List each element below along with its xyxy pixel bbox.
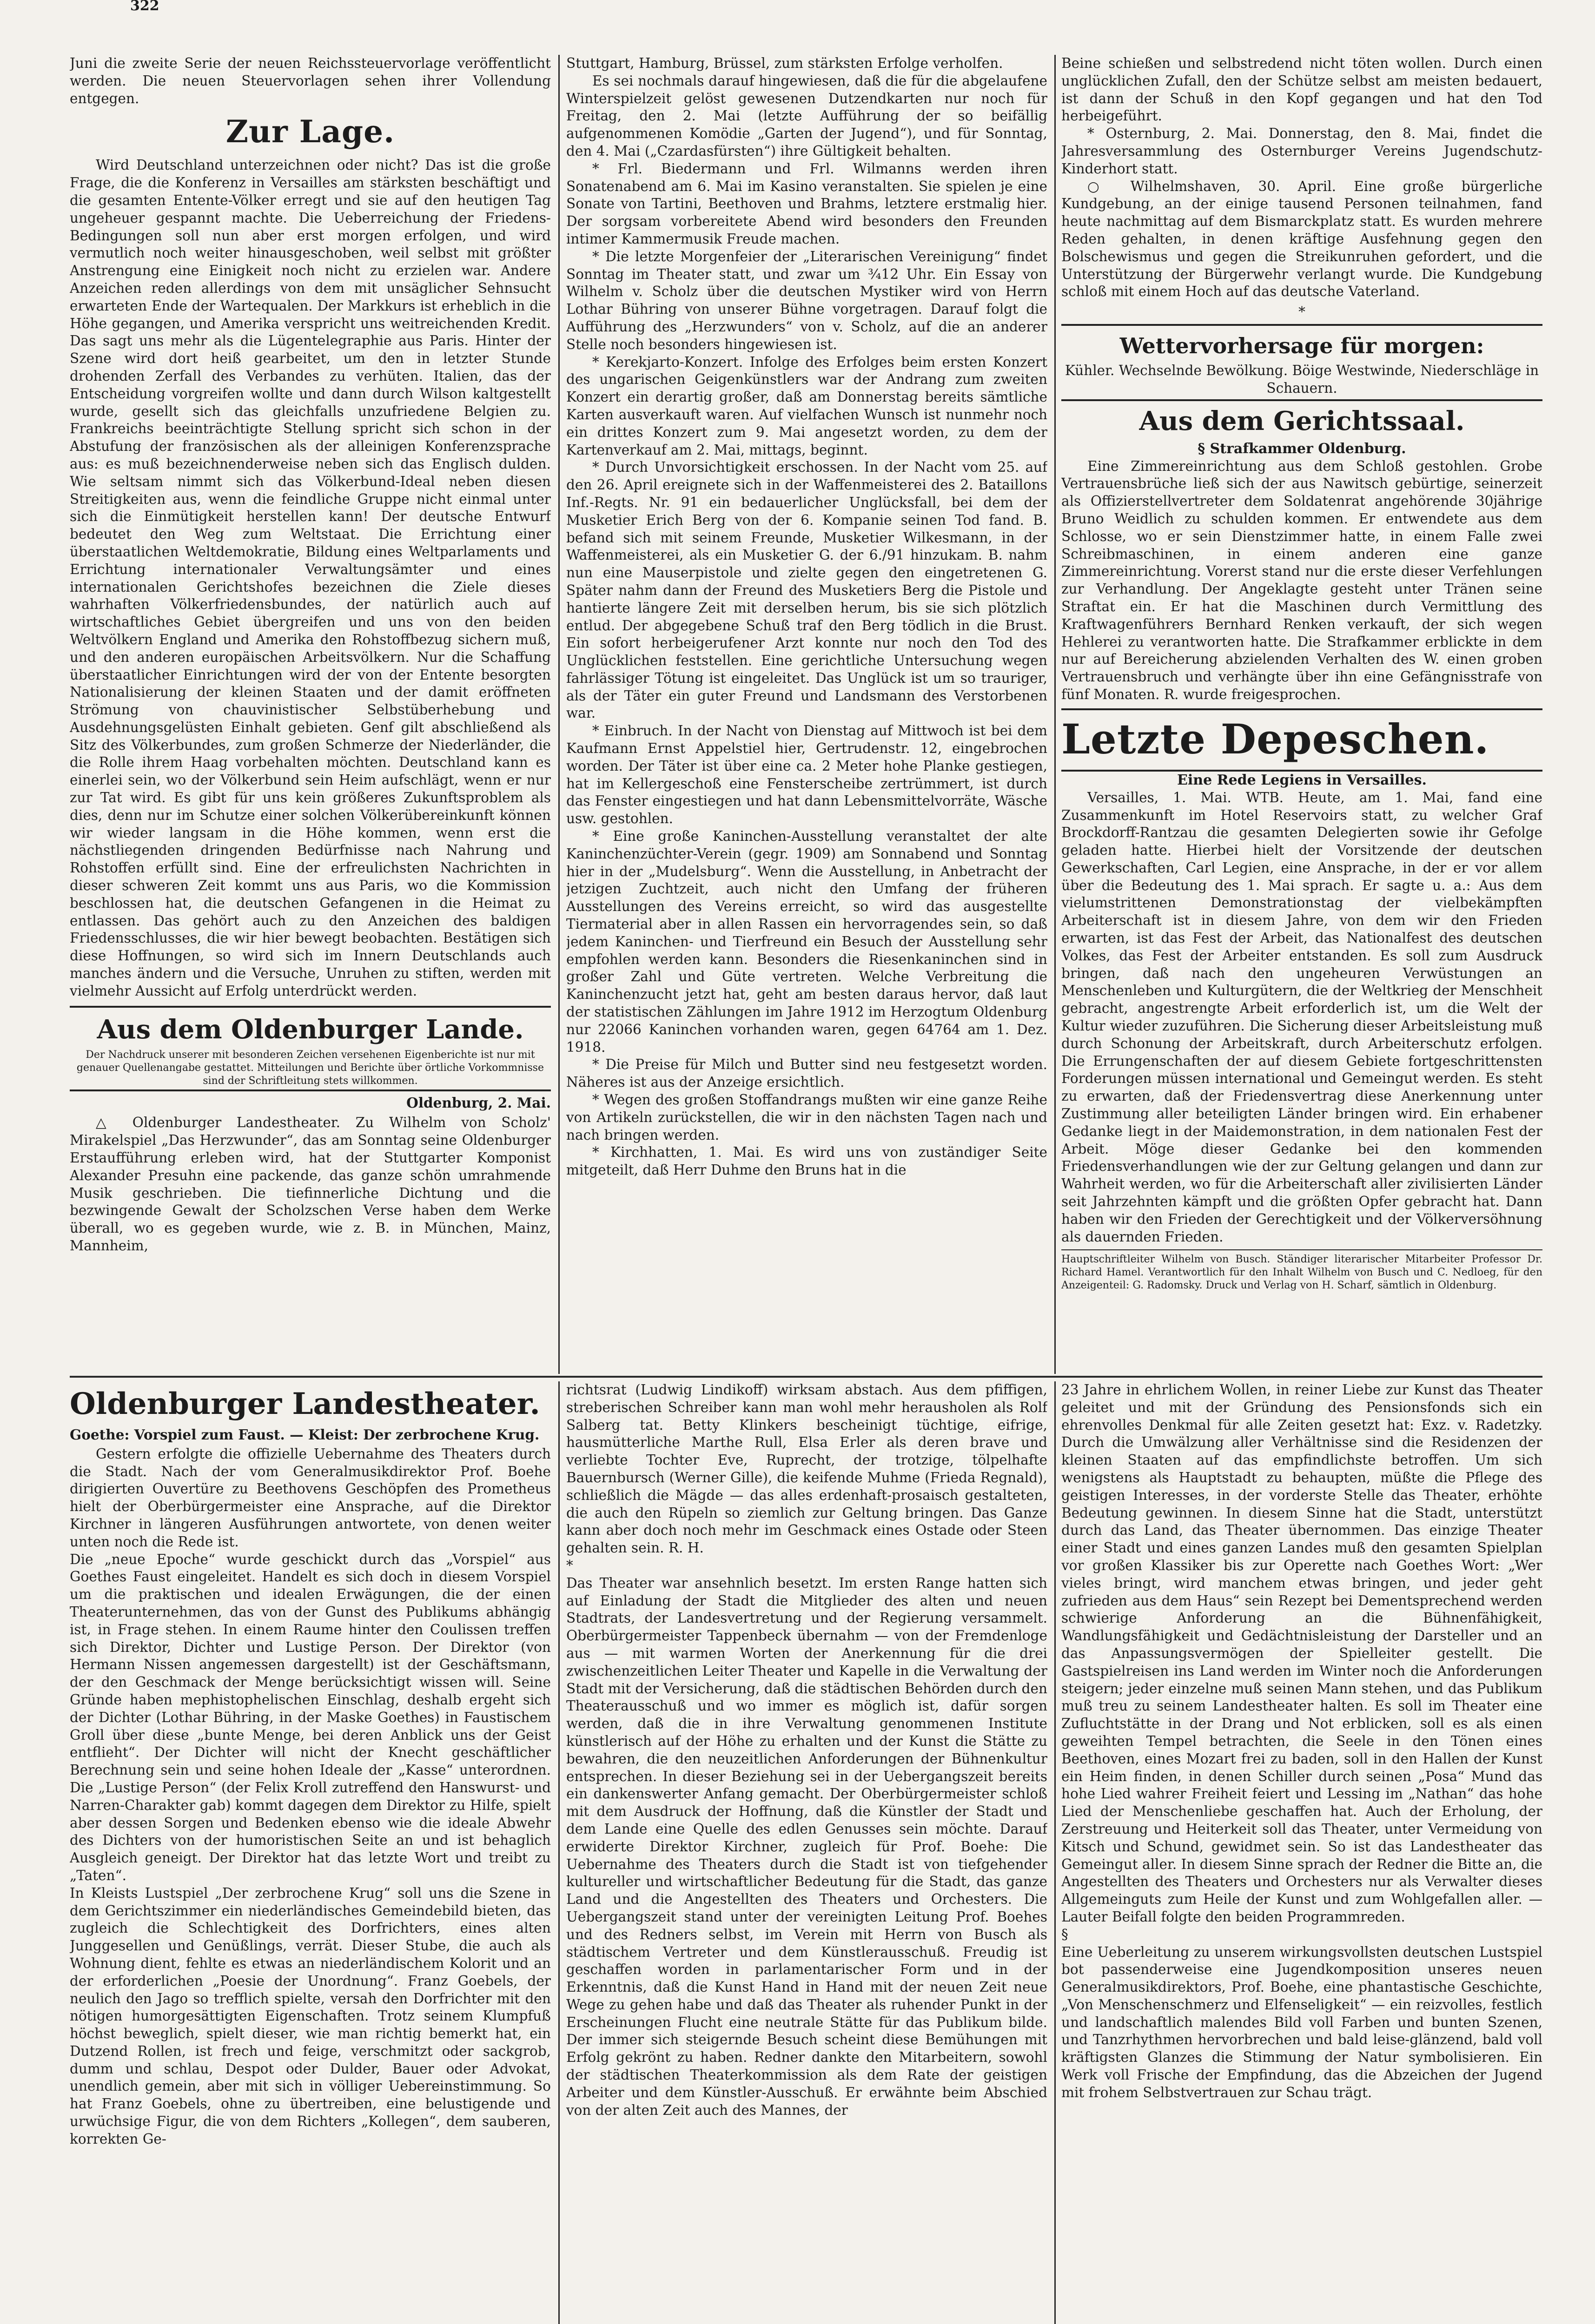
review-text-part2: richtsrat (Ludwig Lindikoff) wirksam abstach. Aus dem pfiffigen, streberischen Schreiber kann man wohl mehr herausholen als Rolf Salberg tat. Betty Klinkers bescheinigt tüchtige, eifrige, hausmütterliche Marthe Rull, Elsa Erler als deren brave und verliebte Tochter Eve, Ruprecht, der trotzige, tölpelhafte Bauernbursch (Werner Gille), die keifende Muhme (Frieda Regnald), schließlich die Mägde — das alles erdenhaft-prosaisch gestalteten, die auch den Rüpeln so ziemlich zur Geltung bringen. Das Ganze kann aber doch noch mehr im Geschmack eines Ostade oder Steen gehalten sein. R. H. * Das Theater war ansehnlich besetzt. Im ersten Range hatten sich auf Einladung der Stadt die Mitglieder des alten und neuen Stadtrats, der Landesvertretung und der Regierung versammelt. Oberbürgermeister Tappenbeck übernahm — von der Fremdenloge aus — mit warmen Worten der Anerkennung für die drei zwischenzeitlichen Leiter Theater und Kapelle in die Verwaltung der Stadt mit der Versicherung, daß die städtischen Behörden durch den Theaterausschuß und wo immer es möglich ist, dafür sorgen werden, daß die in ihre Verwaltung genommenen Institute künstlerisch auf der Höhe zu erhalten und der Kunst die Stätte zu bewahren, die den neuzeitlichen Anforderungen der Bühnenkultur entsprechen. In dieser Beziehung sei in der Uebergangszeit bereits ein dankenswerter Anfang gemacht. Der Oberbürgermeister schloß mit dem Ausdruck der Hoffnung, daß die Künstler der Stadt und dem Lande eine Quelle des edlen Genusses sein möchte. Darauf erwiderte Direktor Kirchner, zugleich für Prof. Boehe: Die Uebernahme des Theaters durch die Stadt ist von tiefgehender kultureller und wirtschaftlicher Bedeutung für die Stadt, das ganze Land und die Angestellten des Theaters und Orchesters. Die Uebergangszeit stand unter der vereinigten Leitung Prof. Boehes und des Redners selbst, im Verein mit Herrn von Busch als städtischem Vertreter und dem Künstlerausschuß. Freudig ist geschaffen worden in parlamentarischer Form und in der Erkenntnis, daß die Kunst Hand in Hand mit der neuen Zeit neue Wege zu gehen habe und daß das Theater als ruhender Punkt in der Erscheinungen Flucht eine neutrale Stätte für das Publikum bilde. Der immer sich steigernde Besuch scheint diese Bemühungen mit Erfolg gekrönt zu haben. Redner dankte den Mitarbeitern, sowohl der städtischen Theaterkommission als dem Rate der geistigen Arbeiter und dem Künstler-Ausschuß. Er erwähnte beim Abschied von der alten Zeit auch des Mannes, der [566, 1382, 1047, 2118]
review-text-part3: 23 Jahre in ehrlichem Wollen, in reiner Liebe zur Kunst das Theater geleitet und mit der Gründung des Pensionsfonds sich ein ehrenvolles Denkmal für alle Zeiten gesetzt hat: Exz. v. Radetzky. Durch die Umwälzung aller Verhältnisse sind die Residenzen der kleinen Staaten auf das empfindlichste betroffen. Um sich wenigstens als Hauptstadt zu behaupten, müßte die Pflege des geistigen Interesses, in der vorderste Stelle das Theater, erhöhte Bedeutung gewinnen. In diesem Sinne hat die Stadt, unterstützt durch das Land, das Theater übernommen. Das einzige Theater einer Stadt und eines ganzen Landes muß den gesamten Spielplan vor großen Klassiker bis zur Operette nach Goethes Wort: „Wer vieles bringt, wird manchem etwas bringen, und jeder geht zufrieden aus dem Haus“ sein Rezept bei Dementsprechend werden schwierige Anforderung an die Bühnenfähigkeit, Wandlungsfähigkeit und Gedächtnisleistung der Darsteller und an das Anpassungsvermögen der Spielleiter gestellt. Die Gastspielreisen ins Land werden im Winter noch die Anforderungen steigern; jeder einzelne muß seinen Mann stehen, und das Publikum muß treu zu seinem Landestheater halten. Es soll im Theater eine Zufluchtstätte in der Drang und Not erblicken, soll es als einen geweihten Tempel betrachten, die Seele in den Tönen eines Beethoven, eines Mozart frei zu baden, soll in den Hallen der Kunst ein Heim finden, in denen Schiller durch seinen „Posa“ Mund das hohe Lied wahrer Freiheit feiert und Lessing im „Nathan“ das hohe Lied der Menschenliebe geschaffen hat. Auch der Erholung, der Zerstreuung und Heiterkeit soll das Theater, unter Vermeidung von Kitsch und Schund, gewidmet sein. So ist das Landestheater das Gemeingut aller. In diesem Sinne sprach der Redner die Bitte an, die Angestellten des Theaters und Orchesters nur als Verwalter dieses Allgemeinguts zum Heile der Kunst und zum Wohlgefallen aller. — Lauter Beifall folgte den beiden Programmreden. § Eine Ueberleitung zu unserem wirkungsvollsten deutschen Lustspiel bot passenderweise eine Jugendkomposition unseres neuen Generalmusikdirektors, Prof. Boehe, eine phantastische Geschichte, „Von Menschenschmerz und Elfenseligkeit“ — ein reizvolles, festlich und landschaftlich malendes Bild voll Farben und bunten Szenen, und Tanzrhythmen hervorbrechen und bald leise-glänzend, bald voll kräftigsten Glanzes die Stimmung der Natur symbolisieren. Ein Werk voll Frische der Empfindung, das die Abzeichen der Jugend mit frohem Selbstvertrauen zur Schau trägt. [1061, 1382, 1542, 2100]
col2-unvorsichtigkeit: * Durch Unvorsichtigkeit erschossen. In der Nacht vom 25. auf den 26. April ereignete sich in der Waffenmeisterei des 2. Bataillons Inf.-Regts. Nr. 91 ein bedauerlicher Unglücksfall, bei dem der Musketier Erich Berg von der 6. Kompanie seinen Tod fand. B. befand sich mit seinem Freunde, Musketier Wilkesmann, in der Waffenmeisterei, als ein Musketier G. der 6./91 hinzukam. B. nahm nun eine Mauserpistole und zielte gegen den eingetretenen G. Später nahm dann der Freund des Musketiers Berg die Pistole und hantierte längere Zeit mit derselben herum, bis sie sich plötzlich entlud. Der abgegebene Schuß traf den Berg tödlich in die Brust. Ein sofort herbeigerufener Arzt konnte nur noch den Tod des Unglücklichen feststellen. Eine gerichtliche Untersuchung wegen fahrlässiger Tötung ist eingeleitet. Das Unglück ist um so trauriger, als der Täter ein guter Freund und Landsmann des Verstorbenen war. [566, 459, 1047, 721]
col3-wilhelmshaven: ○ Wilhelmshaven, 30. April. Eine große bürgerliche Kundgebung, an der einige tausend Personen teilnahmen, fand heute nachmittag auf dem Bismarckplatz statt. Es wurden mehrere Reden gehalten, in denen kräftige Ausfehnung gegen den Bolschewismus und gegen die Streikunruhen gefordert, und die Unterstützung der Bürgerwehr verlangt wurde. Die Kundgebung schloß mit einem Hoch auf das deutsche Vaterland. [1061, 178, 1542, 300]
lower-column-3 [1061, 1381, 1542, 2324]
lower-column-rule-1 [558, 1381, 560, 2324]
column-rule-2 [1054, 55, 1056, 1374]
intro-text: Juni die zweite Serie der neuen Reichssteuervorlage veröffentlicht werden. Die neuen Steuervorlagen sehen ihrer Vollendung entgegen. [70, 55, 551, 106]
column-2 [566, 55, 1047, 1374]
column-1 [70, 55, 551, 1374]
heading-letzte-depeschen: Letzte Depeschen. [1061, 714, 1489, 763]
column-rule-1 [558, 55, 560, 1374]
section-banner-depeschen [1061, 708, 1542, 772]
separator-star: * [1298, 304, 1305, 320]
lower-column-2 [566, 1381, 1047, 2324]
article-legien-versailles: Versailles, 1. Mai. WTB. Heute, am 1. Mai, fand eine Zusammenkunft im Hotel Reservoirs statt, zu welcher Graf Brockdorff-Rantzau die gesamten Delegierten sowie ihr Gefolge geladen hatte. Hierbei hielt der Vorsitzende der deutschen Gewerkschaften, Carl Legien, eine Ansprache, in der er vor allem über die Bedeutung des 1. Mai sprach. Er sagte u. a.: Aus dem vielumstrittenen Demonstrationstag der vielbekämpften Arbeiterschaft ist in diesem Jahre, von dem wir den Frieden erwarten, ist das Fest der Arbeit, das Nationalfest des deutschen Volkes, das Fest der Arbeiter entstanden. Es soll zum Ausdruck bringen, daß nach den ungeheuren Verwüstungen an Menschenleben und Kulturgütern, die der Weltkrieg der Menschheit gebracht, angestrengte Arbeit erforderlich ist, um die Welt der Kultur wieder zuzuführen. Die Sicherung dieser Arbeitsleistung muß durch Schonung der Arbeitskraft, durch Arbeiterschutz erfolgen. Die Errungenschaften der auf diesem Gebiete fortgeschrittensten Forderungen müssen international und Gemeingut werden. Es steht zu erwarten, daß der Friedensvertrag diese Anerkennung unter Zustimmung aller beteiligten Länder bringen wird. Ein erhabener Gedanke liegt in der Maidemonstration, in dem nationalen Fest der Arbeit. Möge dieser Gedanke bei den kommenden Friedensverhandlungen wie der zur Geltung gelangen und dann zur Wahrheit werden, wo für die Arbeiterschaft aller zivilisierten Länder seit Jahrzehnten kämpft und die größten Opfer gebracht hat. Dann haben wir den Frieden der Gerechtigkeit und der Völkerversöhnung als dauernden Frieden. [1061, 789, 1542, 1245]
heading-zur-lage: Zur Lage. [225, 113, 395, 150]
article-zimmereinrichtung: Eine Zimmereinrichtung aus dem Schloß gestohlen. Grobe Vertrauensbrüche ließ sich der aus Nawitsch gebürtige, seinerzeit als Offizierstellvertreter dem Soldatenrat angehörende 30jährige Bruno Weidlich zu schulden kommen. Er entwendete aus dem Schlosse, wo er sein Dienstzimmer hatte, in einem Falle zwei Schreibmaschinen, in einem anderen eine ganze Zimmereinrichtung. Vorerst stand nur die erste dieser Verfehlungen zur Verhandlung. Der Angeklagte gesteht unter Tränen seine Straftat ein. Er hat die Maschinen durch Vermittlung des Kraftwagenführers Bernhard Renken verkauft, der sich wegen Hehlerei zu verantworten hatte. Die Strafkammer erblickte in dem nur auf Bereicherung abzielenden Verhalten des W. einen groben Vertrauensbruch und verhängte über ihn eine Gefängnisstrafe von fünf Monaten. R. wurde freigesprochen. [1061, 458, 1542, 702]
subheading-strafkammer: § Strafkammer Oldenburg. [1198, 440, 1406, 457]
imprint: Hauptschriftleiter Wilhelm von Busch. Ständiger literarischer Mitarbeiter Professor Dr. Richard Hamel. Verantwortlich für den Inhalt Wilhelm von Busch und C. Nedloeg, für den Anzeigenteil: G. Radomsky. Druck und Verlag von H. Scharf, sämtlich in Oldenburg. [1061, 1249, 1542, 1292]
heading-oldenburger-landestheater: Oldenburger Landestheater. [70, 1386, 540, 1421]
weather-box [1061, 324, 1542, 401]
subheading-legien: Eine Rede Legiens in Versailles. [1177, 772, 1427, 788]
col3-osternburg: * Osternburg, 2. Mai. Donnerstag, den 8. Mai, findet die Jahresversammlung des Osternburger Vereins Jugendschutz-Kinderhort statt. [1061, 125, 1542, 177]
page-number: 322 [130, 0, 159, 14]
section-divider [70, 1376, 1542, 1378]
col2-sonatenabend: * Frl. Biedermann und Frl. Wilmanns werden ihren Sonatenabend am 6. Mai im Kasino veranstalten. Sie spielen je eine Sonate von Tartini, Beethoven und Brahms, letztere erstmalig hier. Der sorgsam vorbereitete Abend wird besonders den Freunden intimer Kammermusik Freude machen. [566, 160, 1047, 247]
dateline: Oldenburg, 2. Mai. [406, 1094, 551, 1111]
article-zur-lage: Wird Deutschland unterzeichnen oder nicht? Das ist die große Frage, die die Konferenz in Versailles am stärksten beschäftigt und die gesamten Entente-Völker erregt und sie auf den heutigen Tag ungeheuer gespannt machte. Die Ueberreichung der Friedens-Bedingungen soll nun aber erst morgen erfolgen, und wird vermutlich noch weiter hinausgeschoben, weil selbst mit größter Anstrengung eine Einigkeit noch nicht zu erzielen war. Andere Anzeichen reden allerdings von dem mit unsäglicher Sehnsucht erwarteten Ende der Wartequalen. Der Markkurs ist erheblich in die Höhe gegangen, und Amerika verspricht uns weitreichenden Kredit. Das sagt uns mehr als die Lügentelegraphie aus Paris. Hinter der Szene wird dort heiß gearbeitet, um den in letzter Stunde drohenden Zerfall des Verbandes zu verhüten. Italien, das der Entscheidung vorgreifen wollte und dann durch Wilson kaltgestellt wurde, gesellt sich das gleichfalls unzufriedene Belgien zu. Frankreichs beeinträchtigte Stellung spricht sich schon in der Abstufung der französischen als der alleinigen Konferenzsprache aus: es muß bezeichnenderweise neben sich das Englisch dulden. Wie seltsam nimmt sich das Völkerbund-Ideal neben diesen Streitigkeiten aus, wenn die feindliche Gruppe nicht einmal unter sich die Einmütigkeit herstellen kann! Der deutsche Entwurf bedeutet den Weg zum Weltstaat. Die Errichtung einer überstaatlichen Weltdemokratie, Bildung eines Weltparlaments und Errichtung internationaler Verwaltungsämter und eines internationalen Gerichtshofes bezeichnen die Ziele dieses wahrhaften Völkerfriedensbundes, der natürlich auch auf wirtschaftliches Gebiet übergreifen und uns von den beiden Weltvölkern England und Amerika den Rohstoffbezug sichern muß, und den anderen europäischen Arbeitsvölkern. Nur die Schaffung überstaatlicher Einrichtungen wird der von der Entente besorgten Nationalisierung der kleinen Staaten und der damit eröffneten Strömung von chauvinistischer Selbstüberhebung und Ausdehnungsgelüsten Einhalt gebieten. Genf gilt abschließend als Sitz des Völkerbundes, zum großen Schmerze der Niederländer, die die Rolle ihrem Haag vorbehalten möchten. Deutschland kann es einerlei sein, wo der Völkerbund sein Heim aufschlägt, wenn er nur zur Tat wird. Es gibt für uns kein größeres Zukunftsproblem als dies, denn nur im Schutze einer solchen Völkerübereinkunft können wir wieder langsam in die Höhe kommen, wenn erst die nächstliegenden dringenden Bedürfnisse nach Nahrung und Rohstoffen erfüllt sind. Eine der erfreulichsten Nachrichten in dieser schweren Zeit kommt uns aus Paris, wo die Kommission beschlossen hat, die deutschen Gefangenen in die Heimat zu entlassen. Das gehört auch zu den Anzeichen des baldigen Friedensschlusses, die wir hier bewegt beobachten. Bestätigen sich diese Hoffnungen, so wird sich im Innern Deutschlands auch manches ändern und die Versuche, Unruhen zu stiften, werden mit vielmehr Aussicht auf Erfolg unterdrückt werden. [70, 157, 551, 999]
col3-continuation: Beine schießen und selbstredend nicht töten wollen. Durch einen unglücklichen Zufall, den der Schütze selbst am meisten bedauert, ist dann der Schuß in den Kopf gegangen und hat den Tod herbeigeführt. [1061, 55, 1542, 124]
col2-morgenfeier: * Die letzte Morgenfeier der „Literarischen Vereinigung“ findet Sonntag im Theater statt, und zwar um ¾12 Uhr. Ein Essay von Wilhelm v. Scholz über die deutschen Mystiker wird von Herrn Lothar Bühring von unserer Bühne vorgetragen. Darauf folgt die Aufführung des „Herzwunders“ von v. Scholz, auf die an anderer Stelle noch besonders hingewiesen ist. [566, 248, 1047, 352]
weather-text: Kühler. Wechselnde Bewölkung. Böige Westwinde, Niederschläge in Schauern. [1065, 362, 1539, 396]
heading-gerichtssaal: Aus dem Gerichtssaal. [1139, 405, 1465, 436]
col2-kaninchen: * Eine große Kaninchen-Ausstellung veranstaltet der alte Kaninchenzüchter-Verein (gegr. 1909) am Sonnabend und Sonntag hier in der „Mudelsburg“. Wenn die Ausstellung, in Anbetracht der jetzigen Zuchtzeit, auch nicht den Umfang der früheren Ausstellungen des Vereins erreicht, so wird das ausgestellte Tiermaterial aber in allen Rassen ein hervorragendes sein, so daß jedem Kaninchen- und Tierfreund ein Besuch der Ausstellung sehr empfohlen werden kann. Besonders die Riesenkaninchen sind in großer Zahl und Güte vertreten. Welche Verbreitung die Kaninchenzucht jetzt hat, geht am besten daraus hervor, daß laut der statistischen Zählungen im Jahre 1912 im Herzogtum Oldenburg nur 22066 Kaninchen vorhanden waren, gegen 64764 am 1. Dez. 1918. [566, 828, 1047, 1055]
lower-column-rule-2 [1054, 1381, 1056, 2324]
lower-column-1 [70, 1381, 551, 2324]
col2-einbruch: * Einbruch. In der Nacht von Dienstag auf Mittwoch ist bei dem Kaufmann Ernst Appelstiel hier, Gertrudenstr. 12, eingebrochen worden. Der Täter ist über eine ca. 2 Meter hohe Planke gestiegen, hat im Kellergeschoß eine Fensterscheibe zertrümmert, ist durch das Fenster eingestiegen und hat dann Lebensmittelvorräte, Wäsche usw. gestohlen. [566, 723, 1047, 827]
col2-continuation: Stuttgart, Hamburg, Brüssel, zum stärksten Erfolge verholfen. [566, 55, 1003, 71]
col2-dutzendkarten: Es sei nochmals darauf hingewiesen, daß die für die abgelaufene Winterspielzeit gelöst gewesenen Dutzendkarten nur noch für Freitag, den 2. Mai (letzte Aufführung der so beifällig aufgenommenen Komödie „Garten der Jugend“), und für Sonntag, den 4. Mai („Czardasfürsten“) ihre Gültigkeit behalten. [566, 73, 1047, 159]
review-text-part1: Gestern erfolgte die offizielle Uebernahme des Theaters durch die Stadt. Nach der vom Generalmusikdirektor Prof. Boehe dirigierten Ouvertüre zu Beethovens Geschöpfen des Prometheus hielt der Oberbürgermeister eine Ansprache, auf die Direktor Kirchner in längeren Ausführungen antwortete, von denen weiter unten noch die Rede ist. Die „neue Epoche“ wurde geschickt durch das „Vorspiel“ aus Goethes Faust eingeleitet. Handelt es sich doch in diesem Vorspiel um die praktischen und idealen Erwägungen, die der einen Theaterunternehmen, das von der Gunst des Publikums abhängig ist, in Frage stehen. In einem Raume hinter den Coulissen treffen sich Direktor, Dichter und Lustige Person. Der Direktor (von Hermann Nissen angemessen dargestellt) ist der Geschäftsmann, der den Geschmack der Menge berücksichtigt wissen will. Seine Gründe haben mephistophelischen Einschlag, deshalb ergeht sich der Dichter (Lothar Bühring, in der Maske Goethes) in Faustischem Groll über diese „bunte Menge, bei deren Anblick uns der Geist entflieht“. Der Dichter will nicht der Knecht geschäftlicher Berechnung sein und seine hohen Ideale der „Kasse“ unterordnen. Die „Lustige Person“ (der Felix Kroll zutreffend den Hanswurst- und Narren-Charakter gab) kommt dagegen dem Direktor zu Hilfe, spielt aber dessen Sorgen und Bedenken ebenso wie die ideale Abwehr des Dichters von der humoristischen Seite an und ist behaglich Ausgleich geneigt. Der Direktor hat das letzte Wort und treibt zu „Taten“. In Kleists Lustspiel „Der zerbrochene Krug“ soll uns die Szene in dem Gerichtszimmer ein niederländisches Gemeindebild bieten, das zugleich die Schlechtigkeit des Dorfrichters, eines alten Junggesellen und Genüßlings, verrät. Dieser Stube, die auch als Wohnung dient, fehlte es etwas an niederländischem Kolorit und an der erforderlichen „Poesie der Unordnung“. Franz Goebels, der neulich den Jago so trefflich spielte, versah den Dorfrichter mit den nötigen humorgesättigten Eigenschaften. Trotz seinem Klumpfuß höchst beweglich, spielt dieser, wie man richtig bemerkt hat, ein Dutzend Rollen, ist frech und feige, verschmitzt oder sackgrob, dumm und schlau, Despot oder Dulder, Bauer oder Advokat, unendlich gemein, aber mit sich in völliger Uebereinstimmung. So hat Franz Goebels, ohne zu übertreiben, eine belustigende und urwüchsige Figur, die von dem Richters „Kollegen“, dem sauberen, korrekten Ge- [70, 1446, 551, 2147]
col2-stoffandrang: * Wegen des großen Stoffandrangs mußten wir eine ganze Reihe von Artikeln zurückstellen, die wir in den nächsten Tagen nach und nach bringen werden. [566, 1092, 1047, 1143]
article-landestheater-note: △ Oldenburger Landestheater. Zu Wilhelm von Scholz' Mirakelspiel „Das Herzwunder“, das am Sonntag seine Oldenburger Erstaufführung erleben wird, hat der Stuttgarter Komponist Alexander Presuhn eine packende, das ganze schön umrahmende Musik geschrieben. Die tiefinnerliche Dichtung und die bezwingende Gewalt der Scholzschen Verse haben dem Werke überall, wo es gegeben wurde, wie z. B. in München, Mainz, Mannheim, [70, 1115, 551, 1254]
column-3 [1061, 55, 1542, 1374]
col2-kirchhatten: * Kirchhatten, 1. Mai. Es wird uns von zuständiger Seite mitgeteilt, daß Herr Duhme den Bruns hat in die [566, 1144, 1047, 1178]
section-banner-oldenburger-lande [70, 1006, 551, 1091]
col2-kerekjarto: * Kerekjarto-Konzert. Infolge des Erfolges beim ersten Konzert des ungarischen Geigenkünstlers war der Andrang zum zweiten Konzert ein derartig großer, daß am Donnerstag bereits sämtliche Karten ausverkauft waren. Auf vielfachen Wunsch ist nunmehr noch ein drittes Konzert zum 9. Mai angesetzt worden, zu dem der Kartenverkauf am 2. Mai, mittags, beginnt. [566, 354, 1047, 458]
weather-heading: Wettervorhersage für morgen: [1119, 333, 1484, 358]
subheading-vorspiel-krug: Goethe: Vorspiel zum Faust. — Kleist: Der zerbrochene Krug. [70, 1426, 540, 1443]
col2-preise: * Die Preise für Milch und Butter sind neu festgesetzt worden. Näheres ist aus der Anzeige ersichtlich. [566, 1056, 1047, 1090]
heading-oldenburger-lande: Aus dem Oldenburger Lande. [97, 1014, 524, 1045]
reprint-note: Der Nachdruck unserer mit besonderen Zeichen versehenen Eigenberichte ist nur mit genauer Quellenangabe gestattet. Mitteilungen und Berichte über örtliche Vorkommnisse sind der Schriftleitung stets willkommen. [76, 1049, 544, 1087]
